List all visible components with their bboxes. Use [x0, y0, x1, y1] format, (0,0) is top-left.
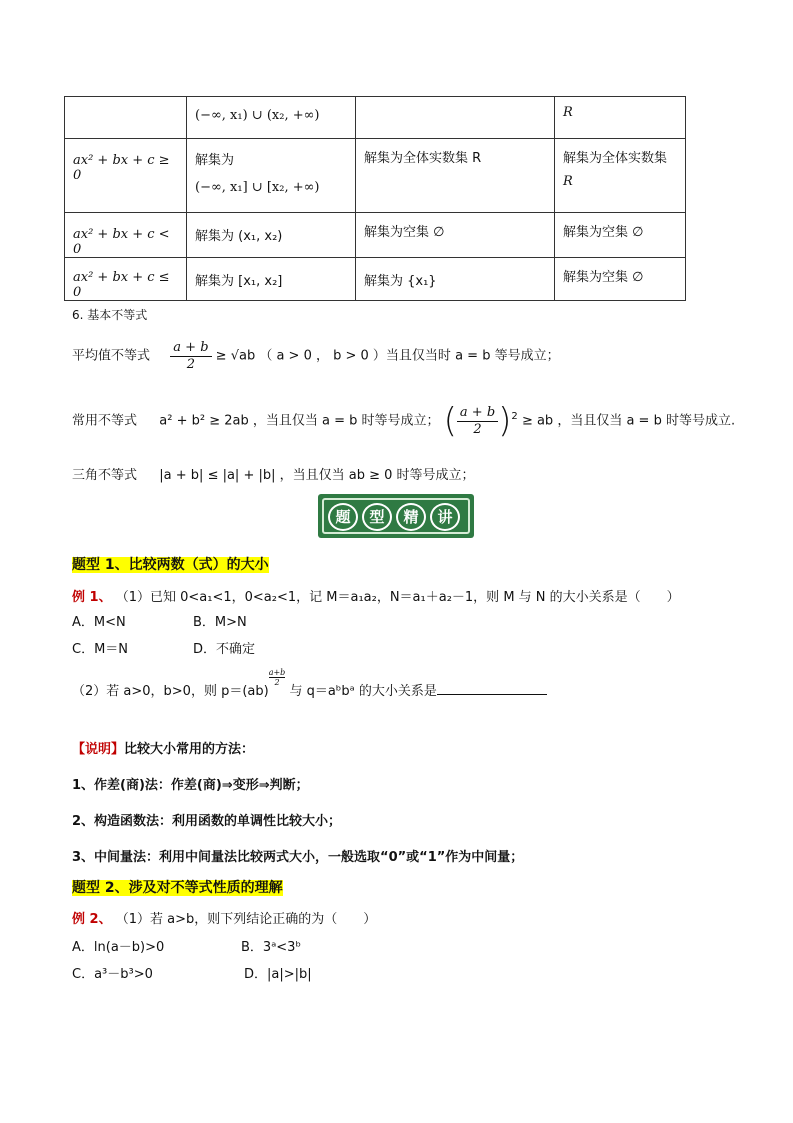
table-row: [65, 97, 686, 139]
cell-text: (−∞, x₁) ∪ (x₂, +∞): [195, 108, 320, 123]
type2-heading: [72, 877, 283, 897]
cell-text: 解集为全体实数集: [563, 151, 668, 166]
table-row: [65, 139, 686, 213]
table-cell: [187, 213, 356, 258]
fraction-numerator: a + b: [170, 340, 211, 357]
exponent-denominator: 2: [274, 678, 280, 687]
common-label: 常用不等式: [72, 413, 138, 429]
mean-inequality: [72, 340, 560, 372]
cell-text: R: [563, 105, 573, 120]
option-a: A．M<N: [72, 615, 126, 630]
option-d: D．|a|>|b|: [244, 967, 312, 982]
common-fraction: [457, 405, 498, 437]
section-title: 6. 基本不等式: [72, 308, 148, 322]
table-cell: [356, 97, 555, 139]
common-part2: ≥ ab ，当且仅当 a = b 时等号成立.: [521, 413, 736, 429]
fraction-denominator: 2: [186, 356, 196, 372]
table-cell: [187, 258, 356, 301]
fraction-denominator: 2: [473, 421, 482, 437]
question-text: （1）已知 0<a₁<1，0<a₂<1，记 M＝a₁a₂，N＝a₁＋a₂－1，则 M 与 N 的大小关系是（ ）: [115, 590, 680, 605]
table-cell: [555, 258, 686, 301]
option-b: B．3ᵃ<3ᵇ: [241, 940, 302, 955]
heading-text: 题型 1、比较两数（式）的大小: [72, 557, 269, 573]
example2-q1: [72, 908, 376, 927]
table-cell: ax² + bx + c < 0: [65, 213, 187, 258]
triangle-inequality: [72, 464, 475, 483]
banner-char: 型: [362, 503, 392, 531]
table-cell: [187, 139, 356, 213]
table-cell: [555, 139, 686, 213]
banner-char: 精: [396, 503, 426, 531]
mean-label: 平均值不等式: [72, 348, 151, 364]
option-c: C．M＝N: [72, 642, 129, 657]
note-item: 3、中间量法：利用中间量法比较两式大小，一般选取“0”或“1”作为中间量；: [72, 850, 524, 865]
common-inequality: 常用不等式 a² + b² ≥ 2ab ，当且仅当 a = b 时等号成立； ( $\frac{a + b}{2}$ )$^2$ ≥ ab ，当且仅当 a = b 时等号成立.: [72, 401, 736, 441]
note-item: 1、作差(商)法：作差(商)⇒变形⇒判断；: [72, 778, 309, 793]
cell-text: 解集为 [x₁, x₂]: [195, 274, 283, 289]
table-cell: [65, 97, 187, 139]
table-cell: [555, 97, 686, 139]
table-cell: 解集为 {x₁}: [356, 258, 555, 301]
note-item: 2、构造函数法：利用函数的单调性比较大小；: [72, 814, 342, 829]
option-a: A．ln(a－b)>0: [72, 940, 165, 955]
table-cell: [187, 97, 356, 139]
mean-rest: ≥ √ab （ a > 0 ， b > 0 ）当且仅当时 a = b 等号成立；: [215, 348, 560, 364]
example1-q1: [72, 586, 680, 605]
cell-text: 解集为 (x₁, x₂): [195, 229, 283, 244]
note-title: 比较大小常用的方法：: [124, 742, 255, 757]
example-label: 例 2、: [72, 912, 112, 927]
tri-text: |a + b| ≤ |a| + |b| ，当且仅当 ab ≥ 0 时等号成立；: [159, 468, 475, 483]
option-b: B．M>N: [193, 615, 247, 630]
example-label: 例 1、: [72, 590, 112, 605]
banner-char: 题: [328, 503, 358, 531]
table-cell: [555, 213, 686, 258]
table-row: [65, 213, 686, 258]
cell-text: 解集为空集 ∅: [563, 225, 644, 240]
table-row: [65, 258, 686, 301]
note-heading: [72, 738, 254, 757]
cell-text: 解集为: [195, 153, 235, 168]
fraction-numerator: a + b: [457, 405, 498, 422]
answer-blank[interactable]: [437, 682, 547, 695]
option-d: D．不确定: [193, 642, 256, 657]
cell-text: 解集为空集 ∅: [563, 270, 644, 285]
table-cell: ax² + bx + c ≥ 0: [65, 139, 187, 213]
table-cell: ax² + bx + c ≤ 0: [65, 258, 187, 301]
question-text: （1）若 a>b，则下列结论正确的为（ ）: [115, 912, 377, 927]
common-part1: a² + b² ≥ 2ab ，当且仅当 a = b 时等号成立；: [159, 413, 440, 429]
table-cell: 解集为全体实数集 R: [356, 139, 555, 213]
exponent-numerator: a+b: [268, 668, 286, 677]
question-text: （2）若 a>0，b>0，则 p＝(ab): [72, 684, 269, 699]
section-banner: [318, 494, 474, 538]
cell-text: (−∞, x₁] ∪ [x₂, +∞): [195, 180, 320, 195]
table-cell: 解集为空集 ∅: [356, 213, 555, 258]
mean-fraction: [170, 340, 211, 372]
banner-char: 讲: [430, 503, 460, 531]
question-text-2: 与 q＝aᵇbᵃ 的大小关系是: [289, 684, 437, 699]
option-c: C．a³－b³>0: [72, 967, 153, 982]
heading-text: 题型 2、涉及对不等式性质的理解: [72, 880, 283, 896]
inequality-solution-table: [64, 96, 686, 301]
cell-text: R: [563, 174, 573, 189]
tri-label: 三角不等式: [72, 468, 138, 483]
note-tag: 【说明】: [72, 742, 125, 757]
type1-heading: [72, 554, 269, 574]
example1-q2: [72, 668, 547, 699]
